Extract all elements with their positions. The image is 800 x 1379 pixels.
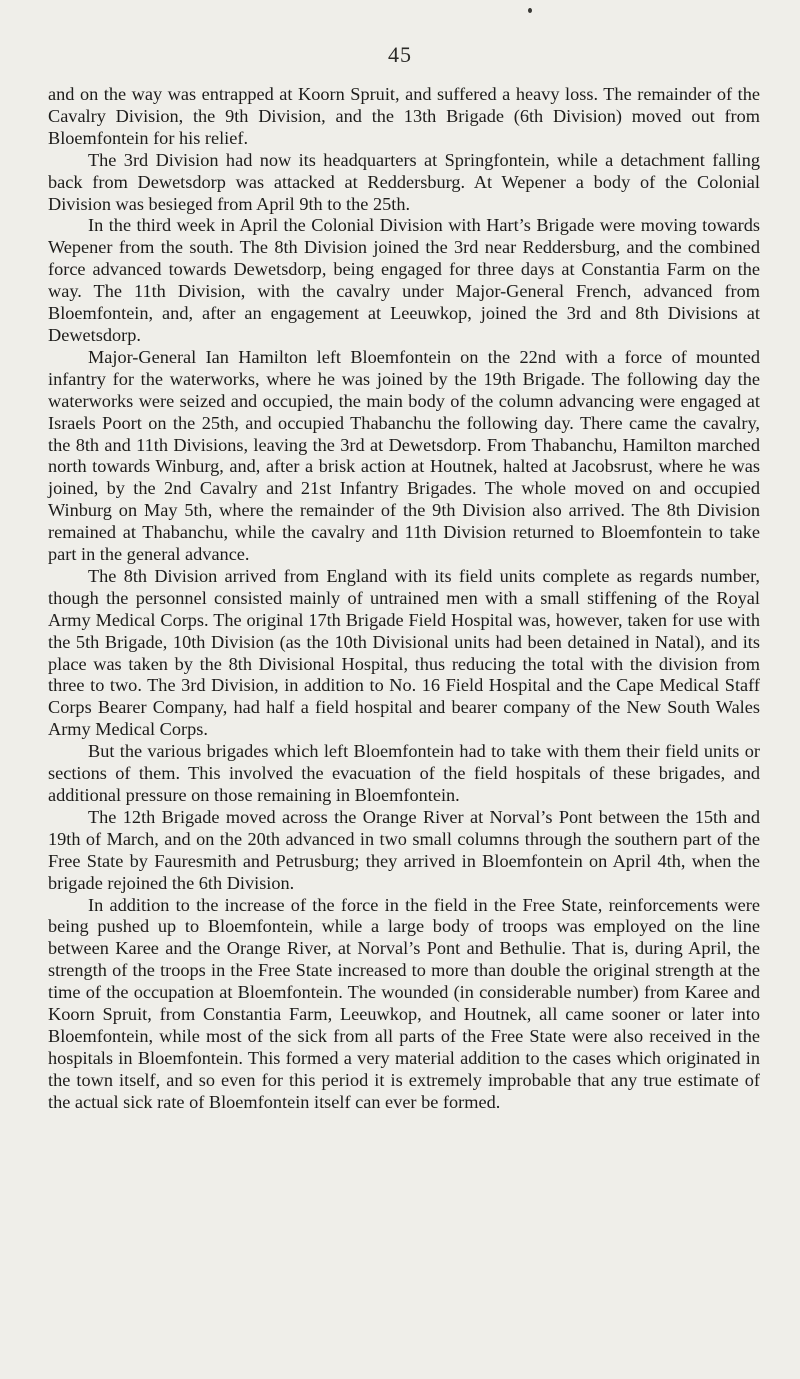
paragraph-2: The 3rd Division had now its headquarters at Springfontein, while a detachment falling back from Dewetsdorp was attacked at Reddersburg. At Wepener a body of the Colonial Division was besieged from April 9th to the 25th. <box>48 149 760 214</box>
print-speck <box>528 8 532 13</box>
paragraph-5: The 8th Division arrived from England with its field units complete as regards number, though the personnel consisted mainly of untrained men with a small stiffening of the Royal Army Medical Corps. The original 17th Brigade Field Hospital was, however, taken for use with the 5th Brigade, 10th Division (as the 10th Divisional units had been detained in Natal), and its place was taken by the 8th Divisional Hospital, thus reducing the total with the division from three to two. The 3rd Division, in addition to No. 16 Field Hospital and the Cape Medical Staff Corps Bearer Company, had half a field hospital and bearer company of the New South Wales Army Medical Corps. <box>48 565 760 740</box>
paragraph-8: In addition to the increase of the force in the field in the Free State, reinforcements were being pushed up to Bloemfontein, while a large body of troops was employed on the line between Karee and the Orange River, at Norval’s Pont and Bethulie. That is, during April, the strength of the troops in the Free State increased to more than double the original strength at the time of the occupation at Bloemfontein. The wounded (in considerable number) from Karee and Koorn Spruit, from Constantia Farm, Leeuwkop, and Houtnek, all came sooner or later into Bloemfontein, while most of the sick from all parts of the Free State were also received in the hospitals in Bloemfontein. This formed a very material addition to the cases which originated in the town itself, and so even for this period it is extremely improbable that any true estimate of the actual sick rate of Bloemfontein itself can ever be formed. <box>48 894 760 1112</box>
paragraph-4: Major-General Ian Hamilton left Bloemfontein on the 22nd with a force of mounted infantry for the waterworks, where he was joined by the 19th Brigade. The following day the waterworks were seized and occupied, the main body of the column advancing were engaged at Israels Poort on the 25th, and occupied Thabanchu the following day. There came the cavalry, the 8th and 11th Divisions, leaving the 3rd at Dewetsdorp. From Thabanchu, Hamilton marched north towards Winburg, and, after a brisk action at Houtnek, halted at Jacobsrust, where he was joined, by the 2nd Cavalry and 21st Infantry Brigades. The whole moved on and occupied Winburg on May 5th, where the remainder of the 9th Division also arrived. The 8th Division remained at Thabanchu, while the cavalry and 11th Division returned to Bloemfontein to take part in the general advance. <box>48 346 760 565</box>
page-number: 45 <box>388 42 412 67</box>
paragraph-1: and on the way was entrapped at Koorn Spruit, and suffered a heavy loss. The remainder of the Cavalry Division, the 9th Division, and the 13th Brigade (6th Division) moved out from Bloemfontein for his relief. <box>48 84 760 148</box>
paragraph-3: In the third week in April the Colonial Division with Hart’s Brigade were moving towards Wepener from the south. The 8th Division joined the 3rd near Reddersburg, and the combined force advanced towards Dewetsdorp, being engaged for three days at Constantia Farm on the way. The 11th Division, with the cavalry under Major-General French, advanced from Bloemfontein, and, after an engagement at Leeuwkop, joined the 3rd and 8th Divisions at Dewetsdorp. <box>48 215 760 345</box>
paragraph-6: But the various brigades which left Bloemfontein had to take with them their field units or sections of them. This involved the evacuation of the field hospitals of these brigades, and additional pressure on those remaining in Bloemfontein. <box>48 741 760 805</box>
paragraph-7: The 12th Brigade moved across the Orange River at Norval’s Pont between the 15th and 19th of March, and on the 20th advanced in two small columns through the southern part of the Free State by Fauresmith and Petrusburg; they arrived in Bloemfontein on April 4th, when the brigade rejoined the 6th Division. <box>48 806 760 893</box>
body-text <box>48 84 760 1114</box>
